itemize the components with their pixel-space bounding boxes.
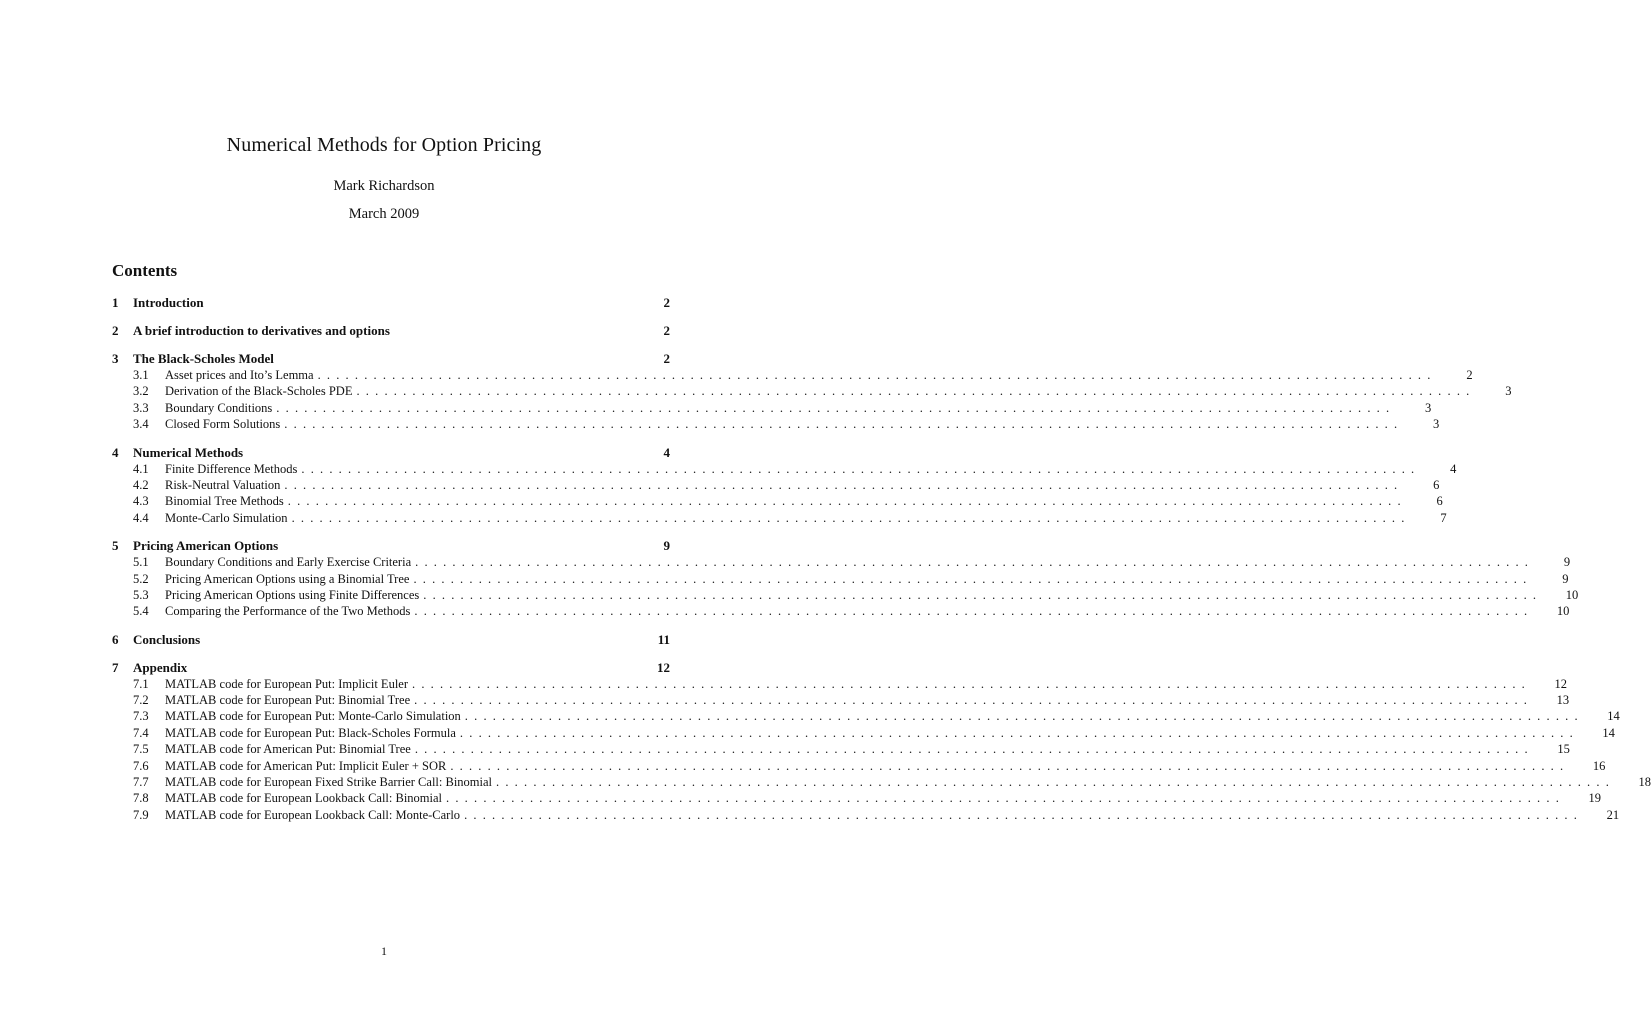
toc-subsection-number: 7.5: [133, 742, 149, 757]
toc-dot-leader: ........................................................................................................................: [287, 494, 1407, 509]
toc-subsection-row: [112, 554, 1571, 570]
toc-subsection-number: 3.3: [133, 400, 149, 415]
toc-subsection-row: [112, 571, 1569, 587]
toc-section-row: [112, 444, 670, 461]
toc-subsection-number: 7.7: [133, 775, 149, 790]
toc-subsection-number: 4.2: [133, 477, 149, 492]
toc-subsection-title: Finite Difference Methods: [165, 461, 298, 476]
toc-subsection-page: 10: [1556, 604, 1570, 619]
toc-subsection-number: 3.4: [133, 417, 149, 432]
toc-subsection-row: [112, 461, 1457, 477]
toc-dot-leader: ........................................................................................................................: [415, 555, 1535, 570]
toc-subsection-number: 3.2: [133, 384, 149, 399]
toc-subsection-page: 14: [1602, 725, 1615, 740]
toc-section-page: 2: [663, 323, 670, 338]
toc-dot-leader: ........................................................................................................................: [412, 676, 1531, 691]
toc-section-page: 9: [663, 538, 670, 554]
toc-subsection-row: [112, 692, 1570, 708]
toc-dot-leader: ........................................................................................................................: [450, 758, 1570, 773]
toc-section-row: [112, 322, 670, 339]
toc-subsection-row: [112, 510, 1447, 526]
toc-subsection-row: [112, 725, 1615, 741]
toc-dot-leader: ........................................................................................................................: [413, 571, 1533, 586]
toc-section-row: [112, 631, 670, 648]
toc-subsection-number: 4.4: [133, 510, 149, 525]
toc-dot-leader: ........................................................................................................................: [423, 587, 1543, 602]
toc-section-title: Numerical Methods: [133, 444, 244, 460]
toc-subsection-page: 15: [1557, 742, 1570, 757]
toc-section-title: Appendix: [133, 659, 188, 675]
toc-subsection-page: 16: [1592, 758, 1606, 773]
toc-section: [112, 537, 1579, 620]
toc-dot-leader: ........................................................................................................................: [414, 742, 1534, 757]
toc-section-number: 1: [112, 295, 119, 310]
toc-subsection-page: 6: [1436, 494, 1443, 509]
toc-dot-leader: ........................................................................................................................: [284, 477, 1404, 492]
toc-subsection-title: Asset prices and Ito’s Lemma: [165, 368, 314, 382]
toc-section: [112, 444, 1457, 527]
toc-section-row: [112, 537, 670, 554]
toc-subsection-row: [112, 676, 1567, 692]
toc-subsection-page: 3: [1425, 400, 1432, 415]
toc-subsection-row: [112, 774, 1651, 790]
toc-subsection-row: [112, 741, 1570, 757]
toc-subsection-page: 18: [1638, 775, 1651, 790]
toc-subsection-row: [112, 477, 1440, 493]
toc-subsection-page: 3: [1505, 384, 1512, 399]
toc-subsection-title: Boundary Conditions: [165, 400, 273, 415]
toc-subsection-page: 6: [1433, 477, 1440, 492]
toc-section: [112, 322, 670, 339]
document-date: March 2009: [348, 206, 420, 222]
toc-subsection-number: 7.4: [133, 725, 149, 740]
toc-subsection-row: [112, 807, 1620, 823]
toc-dot-leader: ........................................................................................................................: [446, 791, 1566, 806]
toc-section-number: 7: [112, 659, 119, 675]
toc-dot-leader: ........................................................................................................................: [291, 510, 1411, 525]
toc-subsection-row: [112, 790, 1602, 806]
toc-subsection-title: Pricing American Options using a Binomial Tree: [165, 571, 410, 586]
toc-subsection-title: Pricing American Options using Finite Differences: [165, 587, 420, 602]
table-of-contents: [112, 294, 1651, 834]
toc-subsection-number: 7.8: [133, 791, 149, 806]
toc-subsection-title: Risk-Neutral Valuation: [165, 477, 281, 492]
toc-subsection-title: MATLAB code for European Put: Black-Scholes Formula: [165, 725, 456, 740]
toc-subsection-row: [112, 367, 1473, 383]
toc-subsection-title: MATLAB code for European Fixed Strike Barrier Call: Binomial: [165, 775, 493, 790]
toc-section-row: [112, 350, 670, 367]
toc-subsection-page: 13: [1556, 693, 1570, 708]
toc-subsection-page: 3: [1433, 417, 1440, 432]
toc-subsection-title: Boundary Conditions and Early Exercise Criteria: [165, 555, 412, 570]
toc-subsection-page: 12: [1554, 676, 1567, 691]
toc-subsection-page: 2: [1466, 368, 1473, 382]
toc-dot-leader: ........................................................................................................................: [317, 368, 1437, 382]
toc-subsection-number: 5.1: [133, 555, 149, 570]
toc-subsection-title: Closed Form Solutions: [165, 417, 281, 432]
toc-section-title: The Black-Scholes Model: [133, 351, 274, 366]
toc-subsection-title: MATLAB code for European Lookback Call: Monte-Carlo: [165, 807, 461, 822]
toc-dot-leader: ........................................................................................................................: [464, 807, 1584, 822]
toc-subsection-row: [112, 603, 1570, 619]
toc-section-title: Pricing American Options: [133, 538, 279, 554]
toc-section-title: Introduction: [133, 295, 204, 310]
toc-subsection-row: [112, 493, 1443, 509]
toc-subsection-title: Comparing the Performance of the Two Methods: [165, 604, 411, 619]
toc-section: [112, 350, 1512, 433]
toc-subsection-number: 4.3: [133, 494, 149, 509]
toc-dot-leader: ........................................................................................................................: [496, 775, 1616, 790]
toc-dot-leader: ........................................................................................................................: [464, 709, 1584, 724]
toc-section-page: 11: [657, 631, 670, 647]
toc-dot-leader: ........................................................................................................................: [284, 417, 1404, 432]
toc-dot-leader: ........................................................................................................................: [276, 400, 1396, 415]
toc-subsection-row: [112, 708, 1620, 724]
toc-dot-leader: ........................................................................................................................: [414, 604, 1534, 619]
toc-subsection-page: 21: [1606, 807, 1620, 822]
toc-subsection-page: 10: [1565, 587, 1579, 602]
toc-subsection-number: 3.1: [133, 368, 149, 382]
toc-subsection-title: MATLAB code for European Lookback Call: Binomial: [165, 791, 443, 806]
toc-section-row: [112, 659, 670, 676]
toc-section-page: 12: [657, 659, 670, 675]
toc-subsection-number: 7.2: [133, 693, 149, 708]
toc-subsection-title: MATLAB code for American Put: Binomial Tree: [165, 742, 411, 757]
toc-subsection-row: [112, 587, 1579, 603]
toc-dot-leader: ........................................................................................................................: [414, 693, 1534, 708]
toc-subsection-number: 7.9: [133, 807, 149, 822]
toc-section-title: Conclusions: [133, 631, 201, 647]
document-author: Mark Richardson: [333, 178, 435, 194]
toc-section: [112, 631, 670, 648]
toc-section-page: 2: [663, 295, 670, 310]
toc-subsection-row: [112, 400, 1432, 416]
toc-subsection-row: [112, 758, 1606, 774]
toc-section-title: A brief introduction to derivatives and options: [133, 323, 390, 338]
toc-section-number: 2: [112, 323, 119, 338]
toc-section-row: [112, 294, 670, 311]
toc-dot-leader: ........................................................................................................................: [301, 461, 1421, 476]
toc-subsection-title: MATLAB code for European Put: Implicit Euler: [165, 676, 408, 691]
toc-subsection-title: MATLAB code for American Put: Implicit Euler + SOR: [165, 758, 447, 773]
toc-section-number: 4: [112, 444, 119, 460]
toc-subsection-number: 5.4: [133, 604, 149, 619]
toc-subsection-number: 7.1: [133, 676, 149, 691]
toc-subsection-number: 4.1: [133, 461, 149, 476]
toc-section-number: 3: [112, 351, 119, 366]
toc-dot-leader: ........................................................................................................................: [356, 384, 1476, 399]
toc-section-number: 5: [112, 538, 119, 554]
toc-subsection-page: 7: [1440, 510, 1447, 525]
toc-subsection-page: 9: [1563, 555, 1571, 570]
toc-subsection-title: MATLAB code for European Put: Binomial Tree: [165, 693, 411, 708]
toc-section: [112, 659, 1651, 824]
toc-subsection-row: [112, 416, 1440, 432]
toc-subsection-title: Monte-Carlo Simulation: [165, 510, 288, 525]
toc-subsection-title: MATLAB code for European Put: Monte-Carlo Simulation: [165, 709, 461, 724]
toc-subsection-row: [112, 383, 1512, 399]
toc-section-page: 2: [663, 351, 670, 366]
document-title: Numerical Methods for Option Pricing: [226, 134, 542, 156]
contents-heading: Contents: [112, 261, 178, 280]
toc-subsection-number: 5.3: [133, 587, 149, 602]
toc-section-number: 6: [112, 631, 119, 647]
toc-subsection-page: 9: [1562, 571, 1569, 586]
toc-section: [112, 294, 670, 311]
toc-subsection-number: 5.2: [133, 571, 149, 586]
toc-subsection-title: Derivation of the Black-Scholes PDE: [165, 384, 353, 399]
toc-subsection-page: 4: [1450, 461, 1457, 476]
toc-subsection-title: Binomial Tree Methods: [165, 494, 284, 509]
toc-subsection-page: 19: [1588, 791, 1602, 806]
toc-subsection-number: 7.6: [133, 758, 149, 773]
toc-subsection-number: 7.3: [133, 709, 149, 724]
page-number: 1: [381, 944, 387, 958]
toc-dot-leader: ........................................................................................................................: [459, 725, 1579, 740]
toc-section-page: 4: [663, 444, 670, 460]
toc-subsection-page: 14: [1607, 709, 1620, 724]
